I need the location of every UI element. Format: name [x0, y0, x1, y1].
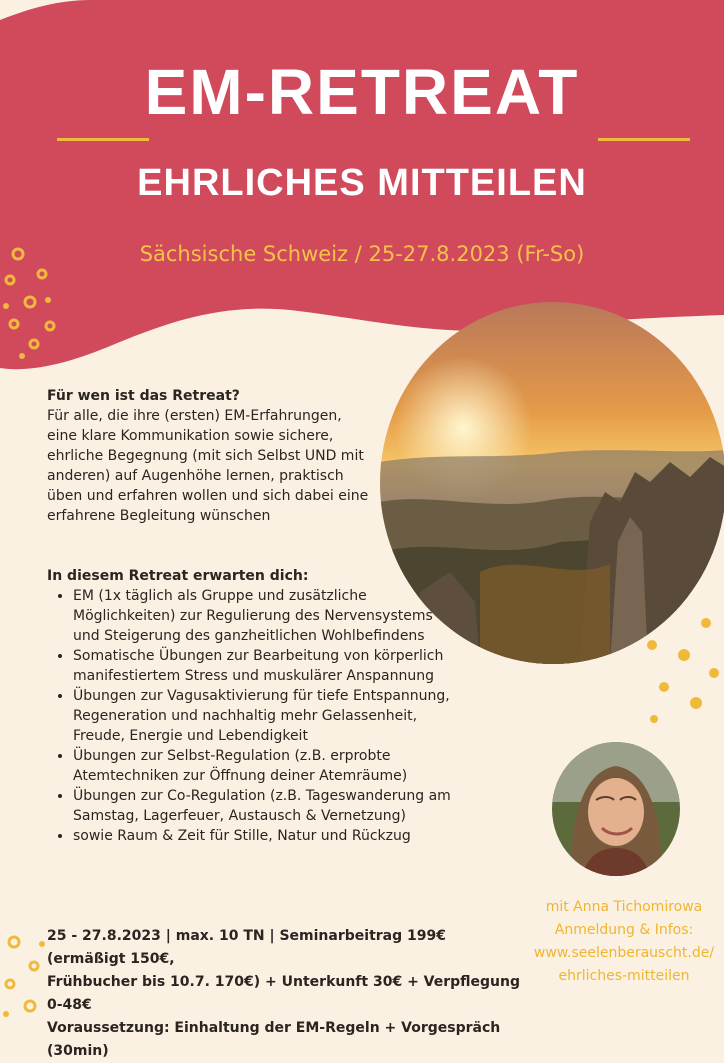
intro-line: eine klare Kommunikation sowie sichere, — [47, 428, 334, 444]
expectations-list — [47, 586, 487, 846]
details-line: 25 - 27.8.2023 | max. 10 TN | Seminarbeitrag 199€ (ermäßigt 150€, — [47, 928, 446, 967]
page-title: EM-RETREAT — [144, 56, 580, 128]
list-item-line: • Übungen zur Co-Regulation (z.B. Tageswanderung am — [73, 788, 451, 804]
list-item-line: • sowie Raum & Zeit für Stille, Natur und Rückzug — [73, 828, 411, 844]
title-rule-right — [598, 138, 690, 141]
list-item-line: • Übungen zur Selbst-Regulation (z.B. erprobte — [73, 748, 391, 764]
list-item-line: Regeneration und nachhaltig mehr Gelassenheit, — [73, 708, 418, 724]
portrait-photo — [552, 742, 680, 876]
list-item-line: • Somatische Übungen zur Bearbeitung von körperlich — [73, 648, 444, 664]
title-rule-left — [57, 138, 149, 141]
list-item — [73, 586, 487, 646]
list-item-line: Freude, Energie und Lebendigkeit — [73, 728, 308, 744]
decorative-dots-bottom-left — [0, 930, 50, 1024]
list-item — [73, 686, 487, 746]
intro-line: anderen) auf Augenhöhe lernen, praktisch — [47, 468, 344, 484]
expectations-heading: In diesem Retreat erwarten dich: — [47, 568, 309, 584]
website-link-path[interactable]: ehrliches-mitteilen — [558, 968, 690, 984]
list-item — [73, 826, 487, 846]
list-item-line: und Steigerung des ganzheitlichen Wohlbefindens — [73, 628, 425, 644]
details-line: Frühbucher bis 10.7. 170€) + Unterkunft 30€ + Verpflegung 0-48€ — [47, 974, 521, 1013]
list-item-line: Möglichkeiten) zur Regulierung des Nervensystems — [73, 608, 433, 624]
host-name: mit Anna Tichomirowa — [545, 899, 703, 915]
list-item-line: • EM (1x täglich als Gruppe und zusätzliche — [73, 588, 367, 604]
list-item-line: Samstag, Lagerfeuer, Austausch & Vernetzung) — [73, 808, 406, 824]
list-item — [73, 786, 487, 826]
decorative-dots-top-left — [0, 240, 60, 370]
location-date: Sächsische Schweiz / 25-27.8.2023 (Fr-So) — [139, 242, 585, 266]
page-subtitle: EHRLICHES MITTEILEN — [137, 162, 587, 204]
intro-section — [47, 386, 377, 526]
event-details — [47, 925, 527, 1063]
contact-info — [524, 896, 724, 988]
intro-line: üben und erfahren wollen und sich dabei eine — [47, 488, 369, 504]
list-item-line: • Übungen zur Vagusaktivierung für tiefe Entspannung, — [73, 688, 450, 704]
registration-label: Anmeldung & Infos: — [554, 922, 694, 938]
list-item-line: Atemtechniken zur Öffnung deiner Atemräume) — [73, 768, 408, 784]
intro-heading: Für wen ist das Retreat? — [47, 388, 240, 404]
intro-line: Für alle, die ihre (ersten) EM-Erfahrungen, — [47, 408, 342, 424]
list-item-line: manifestiertem Stress und muskulärer Anspannung — [73, 668, 434, 684]
intro-line: ehrliche Begegnung (mit sich Selbst UND mit — [47, 448, 364, 464]
website-link[interactable]: www.seelenberauscht.de/ — [533, 945, 715, 961]
list-item — [73, 646, 487, 686]
intro-line: erfahrene Begleitung wünschen — [47, 508, 271, 524]
list-item — [73, 746, 487, 786]
details-line: Voraussetzung: Einhaltung der EM-Regeln + Vorgespräch (30min) — [47, 1020, 501, 1059]
expectations-section — [47, 566, 487, 846]
